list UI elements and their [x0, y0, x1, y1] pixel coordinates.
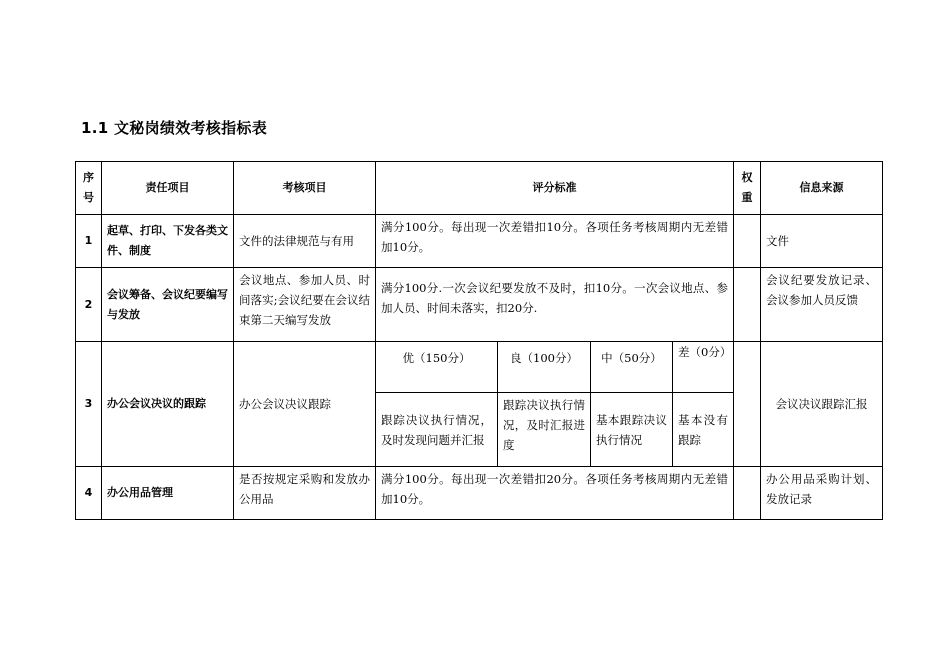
- header-source: 信息来源: [761, 162, 883, 215]
- weight-cell: [734, 268, 761, 342]
- header-no: 序号: [76, 162, 102, 215]
- criteria-cell: 满分100分。每出现一次差错扣10分。各项任务考核周期内无差错加10分。: [376, 215, 734, 268]
- grade-desc-good: 跟踪决议执行情况，及时汇报进度: [498, 393, 591, 467]
- grade-desc-medium: 基本跟踪决议执行情况: [591, 393, 673, 467]
- table-row: [76, 467, 883, 520]
- table-row: [76, 215, 883, 268]
- header-weight: 权重: [734, 162, 761, 215]
- page-title: 1.1 文秘岗绩效考核指标表: [81, 119, 267, 137]
- header-row: [76, 162, 883, 215]
- table-row: [76, 268, 883, 342]
- row-number: 1: [76, 215, 102, 268]
- grade-poor: 差（0分）: [673, 342, 734, 393]
- source-cell: 文件: [761, 215, 883, 268]
- source-cell: 会议纪要发放记录、会议参加人员反馈: [761, 268, 883, 342]
- table-row: [76, 342, 883, 393]
- item-cell: 文件的法律规范与有用: [234, 215, 376, 268]
- row-number: 4: [76, 467, 102, 520]
- responsibility-cell: 会议筹备、会议纪要编写与发放: [102, 268, 234, 342]
- responsibility-cell: 起草、打印、下发各类文件、制度: [102, 215, 234, 268]
- source-cell: 会议决议跟踪汇报: [761, 342, 883, 467]
- item-cell: 是否按规定采购和发放办公用品: [234, 467, 376, 520]
- source-cell: 办公用品采购计划、发放记录: [761, 467, 883, 520]
- grade-desc-excellent: 跟踪决议执行情况，及时发现问题并汇报: [376, 393, 498, 467]
- header-criteria: 评分标准: [376, 162, 734, 215]
- item-cell: 会议地点、参加人员、时间落实;会议纪要在会议结束第二天编写发放: [234, 268, 376, 342]
- item-cell: 办公会议决议跟踪: [234, 342, 376, 467]
- grade-desc-poor: 基本没有跟踪: [673, 393, 734, 467]
- weight-cell: [734, 467, 761, 520]
- weight-cell: [734, 215, 761, 268]
- responsibility-cell: 办公用品管理: [102, 467, 234, 520]
- header-item: 考核项目: [234, 162, 376, 215]
- weight-cell: [734, 342, 761, 467]
- row-number: 3: [76, 342, 102, 467]
- performance-table: [75, 161, 883, 520]
- grade-good: 良（100分）: [498, 342, 591, 393]
- responsibility-cell: 办公会议决议的跟踪: [102, 342, 234, 467]
- grade-excellent: 优（150分）: [376, 342, 498, 393]
- header-responsibility: 责任项目: [102, 162, 234, 215]
- criteria-cell: 满分100分。每出现一次差错扣20分。各项任务考核周期内无差错加10分。: [376, 467, 734, 520]
- criteria-cell: 满分100分.一次会议纪要发放不及时，扣10分。一次会议地点、参加人员、时间未落实，扣20分.: [376, 268, 734, 342]
- grade-medium: 中（50分）: [591, 342, 673, 393]
- row-number: 2: [76, 268, 102, 342]
